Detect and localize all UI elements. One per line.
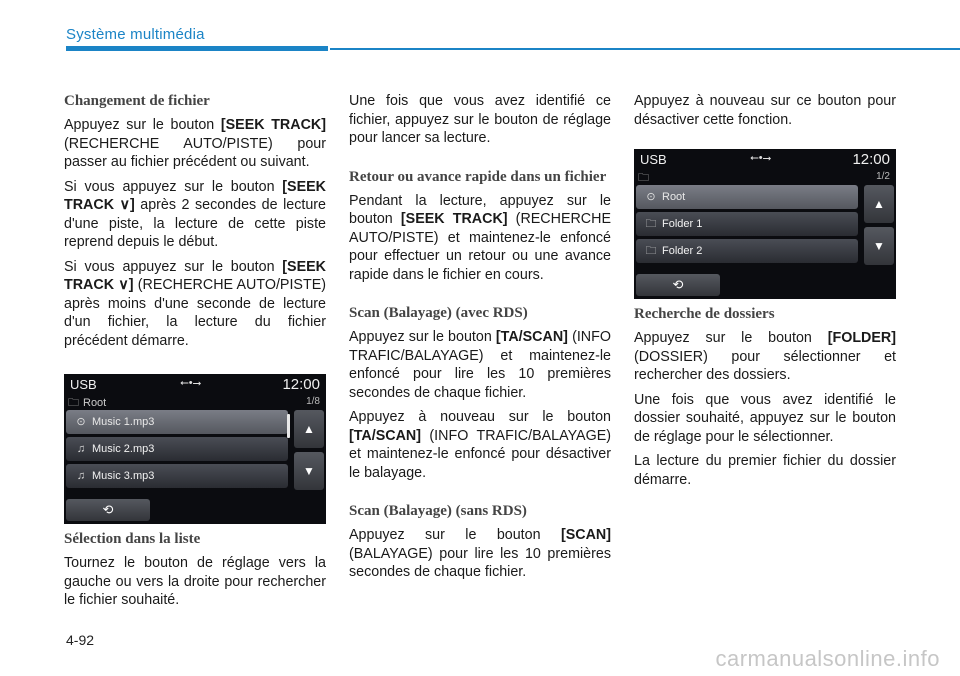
watermark: carmanualsonline.info	[715, 646, 940, 671]
folder-icon: 🗀	[68, 397, 79, 409]
paragraph	[349, 408, 611, 482]
page-indicator: 1/8	[306, 396, 320, 407]
list-item[interactable]	[636, 212, 858, 236]
text: après 2 secondes de lecture d'une piste, la lecture de cette piste reprend depuis le début.	[64, 197, 326, 250]
usb-folder-list-screen	[634, 149, 896, 299]
path-label: Root	[83, 397, 107, 409]
list-item-label: Music 2.mp3	[92, 443, 155, 455]
music-note-icon: ♫	[76, 470, 86, 482]
text: (RECHERCHE AUTO/PISTE) pour passer au fichier précédent ou suivant.	[64, 135, 326, 170]
screen-status-bar	[64, 374, 326, 394]
paragraph	[64, 258, 326, 351]
list-item[interactable]	[66, 464, 288, 488]
text: (INFO TRAFIC/BALAYAGE) et maintenez-le enfoncé pour lire les 10 premières secondes de chaque fichier.	[349, 329, 611, 401]
back-arrow-icon: ⟲	[102, 502, 114, 517]
scroll-down-button[interactable]: ▼	[294, 452, 324, 490]
button-ref: [SEEK TRACK]	[400, 211, 508, 227]
list-item[interactable]	[636, 185, 858, 209]
list-item-label: Folder 2	[662, 245, 703, 257]
screen-status-bar	[634, 149, 896, 169]
paragraph	[349, 526, 611, 582]
paragraph: Une fois que vous avez identifié ce fichier, appuyez sur le bouton de réglage pour lancer sa lecture.	[349, 93, 611, 146]
clock: 12:00	[852, 151, 890, 168]
list-item[interactable]	[66, 410, 288, 434]
header-rule-thin	[330, 48, 960, 50]
text: (RECHERCHE AUTO/PISTE) et maintenez-le enfoncé pour effectuer un retour ou une avance rapide dans le fichier en cours.	[349, 211, 611, 283]
text: Appuyez sur le bouton	[64, 117, 221, 133]
text: (DOSSIER) pour sélectionner et rechercher des dossiers.	[634, 348, 896, 383]
list-item-label: Music 1.mp3	[92, 416, 155, 428]
paragraph: Appuyez à nouveau sur ce bouton pour désactiver cette fonction.	[634, 93, 896, 128]
heading-folder-search: Recherche de dossiers	[634, 306, 775, 322]
text: Pendant la lecture, appuyez sur le bouton	[349, 192, 611, 227]
text: Appuyez à nouveau sur le bouton	[349, 409, 611, 425]
back-arrow-icon: ⟲	[672, 277, 684, 292]
paragraph	[349, 192, 611, 285]
music-note-icon: ♫	[76, 443, 86, 455]
text: Appuyez sur le bouton	[349, 527, 561, 543]
scroll-down-button[interactable]: ▼	[864, 227, 894, 265]
button-ref: [SEEK TRACK ∨]	[64, 258, 326, 293]
back-button[interactable]	[636, 274, 720, 296]
text: Si vous appuyez sur le bouton	[64, 258, 283, 275]
source-label: USB	[640, 152, 667, 167]
clock: 12:00	[282, 376, 320, 393]
folder-icon: 🗀	[645, 245, 657, 257]
paragraph: Tournez le bouton de réglage vers la gauche ou vers la droite pour rechercher le fichier souhaité.	[64, 555, 326, 608]
page-number: 4-92	[66, 632, 95, 648]
page-indicator: 1/2	[876, 171, 890, 182]
header-rule-thick	[66, 46, 328, 51]
back-button[interactable]	[66, 499, 150, 521]
text: (RECHERCHE AUTO/PISTE) après moins d'une seconde de lecture d'un fichier, la lecture du fichier précédent démarre.	[64, 277, 326, 349]
paragraph	[349, 328, 611, 402]
section-title: Système multimédia	[66, 26, 205, 43]
text: Appuyez sur le bouton	[349, 329, 496, 345]
heading-scan-rds: Scan (Balayage) (avec RDS)	[349, 305, 528, 321]
list-item[interactable]	[66, 437, 288, 461]
column-2	[349, 92, 611, 588]
paragraph: La lecture du premier fichier du dossier démarre.	[634, 453, 896, 488]
scroll-up-button[interactable]: ▲	[294, 410, 324, 448]
paragraph: Une fois que vous avez identifié le dossier souhaité, appuyez sur le bouton de réglage pour le sélectionner.	[634, 391, 896, 445]
text: (BALAYAGE) pour lire les 10 premières secondes de chaque fichier.	[349, 545, 611, 580]
folder-icon: 🗀	[645, 218, 657, 230]
scroll-indicator	[287, 414, 290, 438]
heading-change-file: Changement de fichier	[64, 93, 210, 109]
button-ref: [SCAN]	[560, 527, 611, 543]
paragraph	[64, 116, 326, 172]
button-ref: [TA/SCAN]	[495, 329, 568, 345]
text: (INFO TRAFIC/BALAYAGE) et maintenez-le enfoncé pour désactiver le balayage.	[349, 427, 611, 481]
list-item-label: Folder 1	[662, 218, 703, 230]
list-item-label: Root	[662, 191, 686, 203]
usb-icon: ⭠•⭢	[750, 152, 772, 164]
play-icon: ⊙	[76, 416, 86, 428]
button-ref: [SEEK TRACK ∨]	[64, 178, 326, 213]
button-ref: [SEEK TRACK]	[220, 117, 326, 133]
usb-icon: ⭠•⭢	[180, 377, 202, 389]
text: Si vous appuyez sur le bouton	[64, 178, 283, 195]
paragraph	[634, 329, 896, 385]
scroll-up-button[interactable]: ▲	[864, 185, 894, 223]
heading-fast-forward: Retour ou avance rapide dans un fichier	[349, 168, 607, 185]
paragraph	[64, 178, 326, 252]
usb-file-list-screen	[64, 374, 326, 524]
button-ref: [FOLDER]	[827, 330, 896, 346]
heading-list-selection: Sélection dans la liste	[64, 531, 201, 547]
list-item[interactable]	[636, 239, 858, 263]
column-3	[634, 92, 896, 495]
text: Appuyez sur le bouton	[634, 330, 828, 346]
heading-scan-no-rds: Scan (Balayage) (sans RDS)	[349, 503, 527, 519]
play-icon: ⊙	[646, 191, 656, 203]
button-ref: [TA/SCAN]	[349, 427, 422, 444]
list-item-label: Music 3.mp3	[92, 470, 155, 482]
column-1	[64, 92, 326, 616]
folder-icon: 🗀	[638, 172, 649, 184]
source-label: USB	[70, 377, 97, 392]
